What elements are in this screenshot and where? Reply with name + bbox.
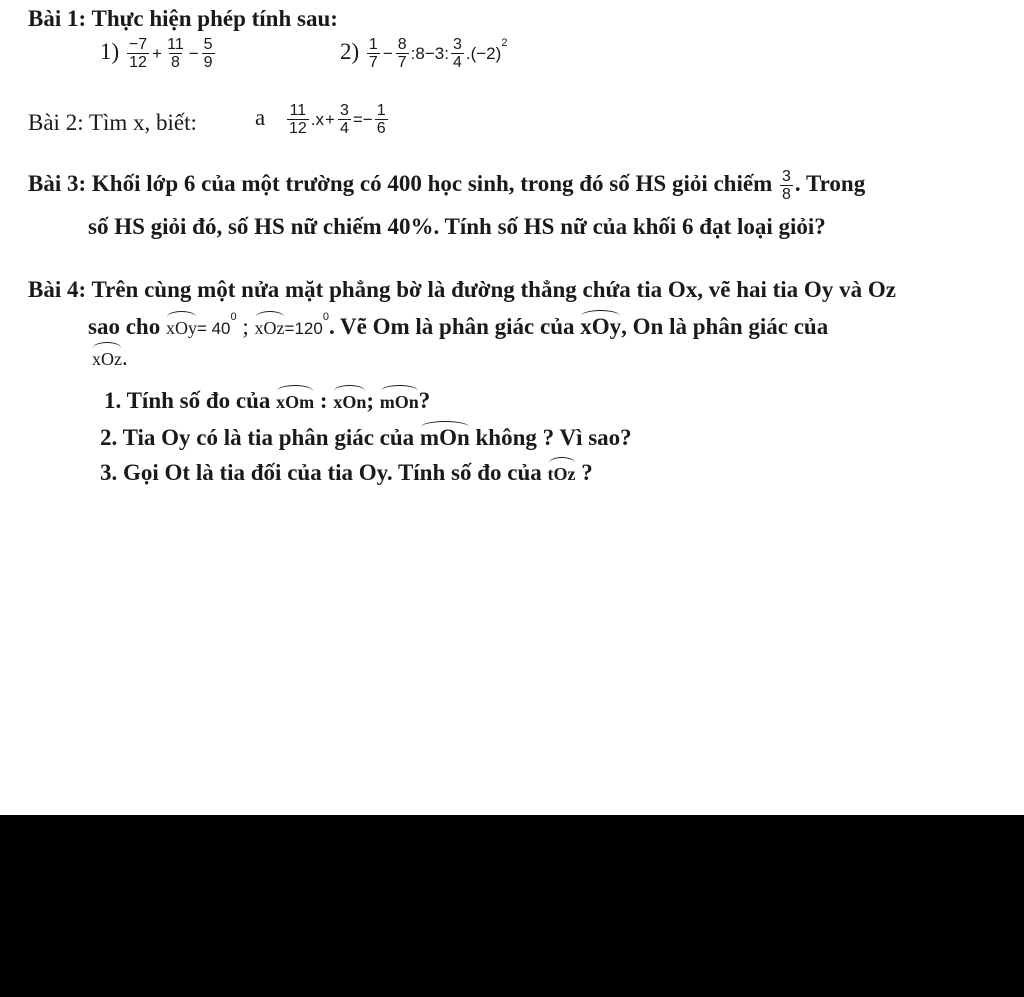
bai1-part2: 2) $\frac{1}{7}$ − $\frac{8}{7}$ :8−3: $\frac{3}{4}$ .(−2)2 [340,36,508,71]
fraction: $\frac{3}{8}$ [781,168,791,203]
bai4-question1: 1. Tính số đo của xOm : xOn; mOn? [104,385,430,415]
bai4-question2: 2. Tia Oy có là tia phân giác của mOn không ? Vì sao? [100,421,632,451]
bai1-part1: 1) $\frac{-7}{12}$ + $\frac{11}{8}$ − $\frac{5}{9}$ [100,36,213,71]
black-bottom-bar [0,815,1024,997]
bai3-line1: Bài 3: Khối lớp 6 của một trường có 400 học sinh, trong đó số HS giỏi chiếm $\frac{3}{8}$ . Trong [28,168,866,203]
angle-xOy: xOy [166,311,197,341]
angle-xOy: xOy [580,310,621,340]
bai2-equation: a $\frac{11}{12}$ .x+ $\frac{3}{4}$ =− $\frac{1}{6}$ [255,102,386,137]
bai3-line2: số HS giỏi đó, số HS nữ chiếm 40%. Tính số HS nữ của khối 6 đạt loại giỏi? [88,214,826,239]
angle-mOn: mOn [420,421,470,451]
angle-mOn: mOn [380,385,419,415]
angle-xOn: xOn [333,385,366,415]
fraction: $\frac{11}{8}$ [167,36,184,71]
bai1-part1-label: 1) [100,38,120,64]
bai4-line3: xOz. [92,342,128,372]
bai4-question3: 3. Gọi Ot là tia đối của tia Oy. Tính số đo của tOz ? [100,457,593,487]
fraction: $\frac{8}{7}$ [397,36,407,71]
bai1-part2-label: 2) [340,38,360,64]
bai4-line1: Bài 4: Trên cùng một nửa mặt phẳng bờ là đường thẳng chứa tia Ox, vẽ hai tia Oy và Oz [28,277,896,302]
angle-xOm: xOm [276,385,314,415]
fraction: $\frac{-7}{12}$ [128,36,148,71]
fraction: $\frac{3}{4}$ [452,36,462,71]
angle-tOz: tOz [548,457,576,487]
angle-xOz: xOz [92,342,122,372]
fraction: $\frac{1}{7}$ [368,36,378,71]
fraction: $\frac{1}{6}$ [376,102,386,137]
angle-xOz: xOz [255,311,285,341]
fraction: $\frac{5}{9}$ [203,36,213,71]
fraction: $\frac{3}{4}$ [339,102,349,137]
fraction: $\frac{11}{12}$ [288,102,307,137]
bai2-title: Bài 2: Tìm x, biết: [28,110,197,135]
bai4-line2: sao cho xOy= 400 ; xOz=1200. Vẽ Om là phân giác của xOy, On là phân giác của [88,311,829,339]
bai1-title: Bài 1: Thực hiện phép tính sau: [28,6,338,31]
